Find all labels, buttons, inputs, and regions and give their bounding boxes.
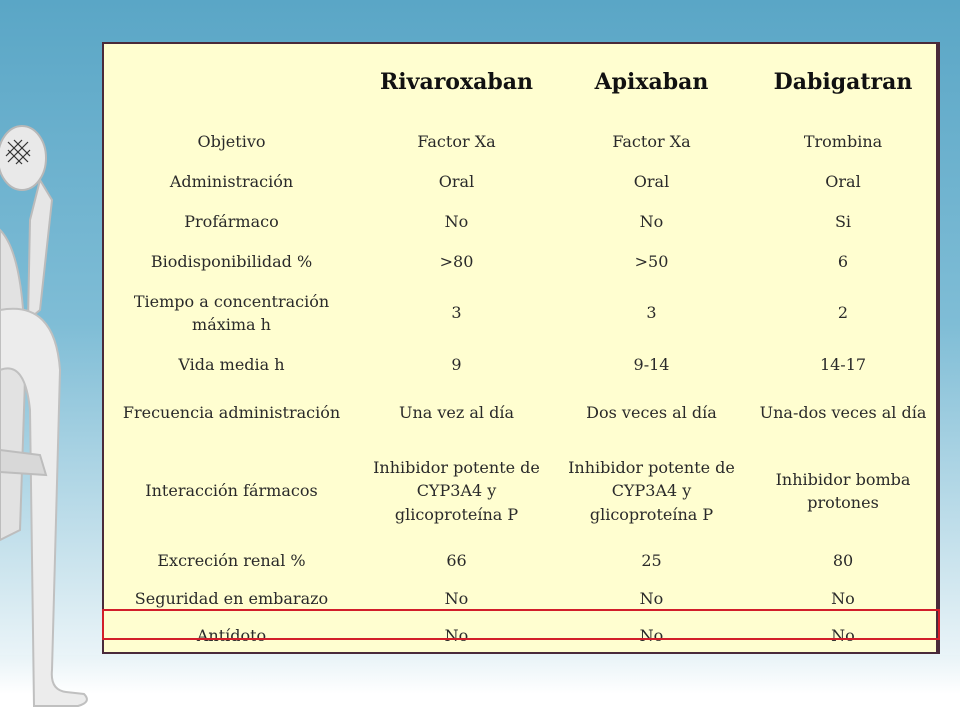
cell-excrecion-dabigatran: 80 bbox=[832, 551, 854, 571]
drug-comparison-table bbox=[102, 42, 940, 654]
cell-vida-media-dabigatran: 14-17 bbox=[819, 355, 867, 375]
cell-embarazo-dabigatran: No bbox=[831, 589, 855, 609]
cell-administracion-rivaroxaban: Oral bbox=[438, 172, 475, 192]
cell-biodisponibilidad-apixaban: >50 bbox=[634, 252, 669, 272]
thinking-figure-icon bbox=[0, 110, 110, 710]
row-label-profarmaco: Profármaco bbox=[184, 212, 279, 232]
cell-objetivo-apixaban: Factor Xa bbox=[612, 132, 691, 152]
cell-interaccion-dabigatran: Inhibidor bomba protones bbox=[775, 469, 911, 512]
row-label-tiempo-concentracion: Tiempo a concentración máxima h bbox=[133, 291, 330, 334]
row-label-vida-media: Vida media h bbox=[178, 355, 285, 375]
cell-profarmaco-apixaban: No bbox=[639, 212, 664, 232]
header-apixaban: Apixaban bbox=[594, 69, 709, 96]
cell-tiempo-rivaroxaban: 3 bbox=[451, 303, 462, 323]
cell-tiempo-dabigatran: 2 bbox=[837, 303, 849, 323]
header-rivaroxaban: Rivaroxaban bbox=[380, 69, 533, 96]
row-label-excrecion: Excreción renal % bbox=[157, 551, 306, 571]
cell-interaccion-rivaroxaban: Inhibidor potente de CYP3A4 y glicoproteína P bbox=[373, 458, 540, 524]
cell-antidoto-apixaban: No bbox=[639, 626, 664, 646]
row-label-antidoto: Antídoto bbox=[196, 626, 267, 646]
cell-objetivo-rivaroxaban: Factor Xa bbox=[417, 132, 496, 152]
row-label-seguridad-embarazo: Seguridad en embarazo bbox=[134, 589, 329, 609]
cell-biodisponibilidad-dabigatran: 6 bbox=[837, 252, 849, 272]
cell-tiempo-apixaban: 3 bbox=[646, 303, 657, 323]
cell-embarazo-rivaroxaban: No bbox=[444, 589, 469, 609]
cell-antidoto-dabigatran: No bbox=[831, 626, 855, 646]
cell-biodisponibilidad-rivaroxaban: >80 bbox=[439, 252, 474, 272]
cell-profarmaco-rivaroxaban: No bbox=[444, 212, 469, 232]
cell-profarmaco-dabigatran: Si bbox=[834, 212, 852, 232]
row-label-interaccion: Interacción fármacos bbox=[145, 481, 318, 501]
header-blank bbox=[104, 44, 359, 122]
cell-embarazo-apixaban: No bbox=[639, 589, 664, 609]
cell-interaccion-apixaban: Inhibidor potente de CYP3A4 y glicoproteína P bbox=[568, 458, 735, 524]
header-dabigatran: Dabigatran bbox=[773, 69, 913, 96]
cell-administracion-dabigatran: Oral bbox=[825, 172, 861, 192]
cell-frecuencia-rivaroxaban: Una vez al día bbox=[398, 403, 515, 423]
row-label-biodisponibilidad: Biodisponibilidad % bbox=[150, 252, 313, 272]
row-label-objetivo: Objetivo bbox=[197, 132, 266, 152]
cell-objetivo-dabigatran: Trombina bbox=[803, 132, 883, 152]
cell-excrecion-apixaban: 25 bbox=[641, 551, 662, 571]
cell-vida-media-rivaroxaban: 9 bbox=[451, 355, 462, 375]
background-lower-band bbox=[0, 655, 960, 720]
cell-excrecion-rivaroxaban: 66 bbox=[446, 551, 467, 571]
cell-frecuencia-apixaban: Dos veces al día bbox=[586, 403, 717, 423]
row-label-frecuencia: Frecuencia administración bbox=[122, 403, 341, 423]
row-label-administracion: Administración bbox=[169, 172, 294, 192]
cell-administracion-apixaban: Oral bbox=[633, 172, 670, 192]
cell-frecuencia-dabigatran: Una-dos veces al día bbox=[759, 403, 927, 423]
cell-vida-media-apixaban: 9-14 bbox=[633, 355, 670, 375]
cell-antidoto-rivaroxaban: No bbox=[444, 626, 469, 646]
